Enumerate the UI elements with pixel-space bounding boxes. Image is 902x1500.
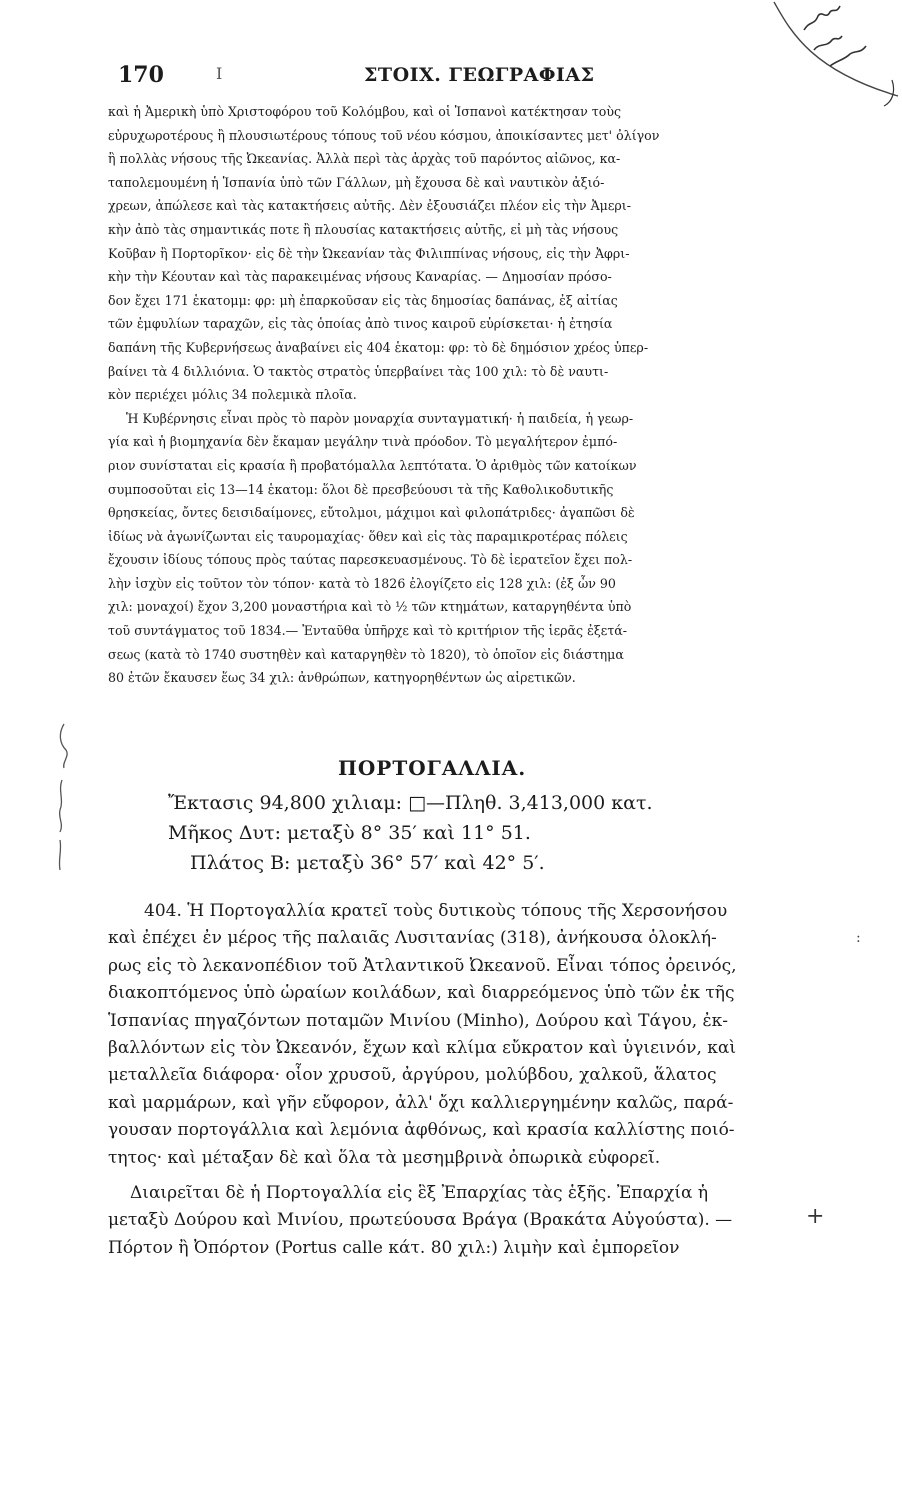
text-line: Ἱσπανίας πηγαζόντων ποταμῶν Μινίου (Minho), Δούρου καὶ Τάγου, ἐκ-	[108, 1010, 729, 1031]
large-text-block	[108, 898, 802, 1262]
text-line: ριον συνίσταται εἰς κρασία ἢ προβατόμαλλα λεπτότατα. Ὁ ἀριθμὸς τῶν κατοίκων	[108, 457, 637, 473]
text-line: μεταλλεῖα διάφορα· οἷον χρυσοῦ, ἀργύρου, μολύβδου, χαλκοῦ, ἅλατος	[108, 1065, 717, 1086]
text-line: καὶ μαρμάρων, καὶ γῆν εὔφορον, ἀλλ' ὄχι καλλιεργημένην καλῶς, παρά-	[108, 1092, 734, 1113]
text-line: Διαιρεῖται δὲ ἡ Πορτογαλλία εἰς ἓξ Ἐπαρχίας τὰς ἑξῆς. Ἐπαρχία ἡ	[130, 1183, 709, 1204]
text-line: 80 ἐτῶν ἔκαυσεν ἕως 34 χιλ: ἀνθρώπων, κατηγορηθέντων ὡς αἱρετικῶν.	[108, 670, 576, 686]
text-line: συμποσοῦται εἰς 13—14 ἑκατομ: ὅλοι δὲ πρεσβεύουσι τὰ τῆς Καθολικοδυτικῆς	[108, 481, 614, 497]
text-line: ταπολεμουμένη ἡ Ἱσπανία ὑπὸ τῶν Γάλλων, μὴ ἔχουσα δὲ καὶ ναυτικὸν ἀξιό-	[108, 174, 605, 190]
header-mark: Ι	[216, 64, 223, 83]
small-text-block	[108, 100, 798, 690]
stat-area-population: Ἔκτασις 94,800 χιλιαμ: □—Πληθ. 3,413,000 κατ.	[168, 792, 653, 814]
text-line: Κοῦβαν ἢ Πορτορῖκον· εἰς δὲ τὴν Ὠκεανίαν τὰς Φιλιππίνας νήσους, εἰς τὴν Ἀφρι-	[108, 245, 630, 261]
text-line: 404. Ἡ Πορτογαλλία κρατεῖ τοὺς δυτικοὺς τόπους τῆς Χερσονήσου	[144, 901, 728, 921]
plus-mark: +	[806, 1204, 825, 1229]
handwritten-left-margin-mark	[40, 720, 80, 880]
text-line: τητος· καὶ μέταξαν δὲ καὶ ὅλα τὰ μεσημβρινὰ ὀπωρικὰ εὐφορεῖ.	[108, 1147, 661, 1168]
text-line: βαίνει τὰ 4 διλλιόνια. Ὁ τακτὸς στρατὸς ὑπερβαίνει τὰς 100 χιλ: τὸ δὲ ναυτι-	[108, 363, 609, 379]
text-line: χρεων, ἀπώλεσε καὶ τὰς κατακτήσεις αὐτῆς. Δὲν ἐξουσιάζει πλέον εἰς τὴν Ἀμερι-	[108, 198, 631, 214]
text-line: κὴν τὴν Κέουταν καὶ τὰς παρακειμένας νήσους Καναρίας. — Δημοσίαν πρόσο-	[108, 269, 612, 285]
text-line: γία καὶ ἡ βιομηχανία δὲν ἔκαμαν μεγάλην τινὰ πρόοδον. Τὸ μεγαλήτερον ἐμπό-	[108, 434, 618, 450]
text-line: ἢ πολλὰς νήσους τῆς Ὠκεανίας. Ἀλλὰ περὶ τὰς ἀρχὰς τοῦ παρόντος αἰῶνος, κα-	[108, 151, 621, 167]
text-line: σεως (κατὰ τὸ 1740 συστηθὲν καὶ καταργηθὲν τὸ 1820), τὸ ὁποῖον εἰς διάστημα	[108, 646, 624, 662]
text-line: γουσαν πορτογάλλια καὶ λεμόνια ἀφθόνως, καὶ κρασία καλλίστης ποιό-	[108, 1120, 735, 1141]
text-line: καὶ ἡ Ἀμερικὴ ὑπὸ Χριστοφόρου τοῦ Κολόμβου, καὶ οἱ Ἱσπανοὶ κατέκτησαν τοὺς	[108, 104, 622, 119]
text-line: καὶ ἐπέχει ἐν μέρος τῆς παλαιᾶς Λυσιτανίας (318), ἀνήκουσα ὁλοκλή-	[108, 928, 717, 949]
text-line: δον ἔχει 171 ἑκατομμ: φρ: μὴ ἐπαρκοῦσαν εἰς τὰς δημοσίας δαπάνας, ἐξ αἰτίας	[108, 292, 618, 308]
text-line: τοῦ συντάγματος τοῦ 1834.— Ἐνταῦθα ὑπῆρχε καὶ τὸ κριτήριον τῆς ἱερᾶς ἐξετά-	[108, 623, 628, 639]
section-stats	[168, 788, 808, 878]
right-margin-mark: :	[856, 930, 861, 946]
text-line: χιλ: μοναχοί) ἔχον 3,200 μοναστήρια καὶ τὸ ½ τῶν κτημάτων, καταργηθέντα ὑπὸ	[108, 599, 632, 615]
text-line: λὴν ἰσχὺν εἰς τοῦτον τὸν τόπον· κατὰ τὸ 1826 ἐλογίζετο εἰς 128 χιλ: (ἐξ ὧν 90	[108, 575, 616, 591]
stat-longitude: Μῆκος Δυτ: μεταξὺ 8° 35′ καὶ 11° 51.	[168, 822, 531, 844]
text-line: Πόρτον ἢ Ὀπόρτον (Portus calle κάτ. 80 χιλ:) λιμὴν καὶ ἐμπορεῖον	[108, 1237, 680, 1258]
text-line: ρως εἰς τὸ λεκανοπέδιον τοῦ Ἀτλαντικοῦ Ὠκεανοῦ. Εἶναι τόπος ὀρεινός,	[108, 955, 737, 976]
page-number: 170	[118, 62, 164, 88]
text-line: τῶν ἐμφυλίων ταραχῶν, εἰς τὰς ὁποίας ἀπὸ τινος καιροῦ εὑρίσκεται· ἡ ἐτησία	[108, 316, 613, 332]
page-header	[118, 62, 778, 92]
text-line: μεταξὺ Δούρου καὶ Μινίου, πρωτεύουσα Βράγα (Βρακάτα Αὐγούστα). —	[108, 1210, 733, 1231]
handwritten-margin-note	[770, 0, 902, 110]
text-line: ἔχουσιν ἰδίους τόπους πρὸς ταύτας παρεσκευασμένους. Τὸ δὲ ἱερατεῖον ἔχει πολ-	[108, 552, 633, 568]
running-head: ΣΤΟΙΧ. ΓΕΩΓΡΑΦΙΑΣ	[364, 64, 595, 86]
text-line: θρησκείας, ὄντες δεισιδαίμονες, εὔτολμοι, μάχιμοι καὶ φιλοπάτριδες· ἀγαπῶσι δὲ	[108, 505, 635, 521]
text-line: κὸν περιέχει μόλις 34 πολεμικὰ πλοῖα.	[108, 387, 357, 403]
stat-latitude: Πλάτος Β: μεταξὺ 36° 57′ καὶ 42° 5′.	[190, 852, 545, 874]
text-line: διακοπτόμενος ὑπὸ ὡραίων κοιλάδων, καὶ διαρρεόμενος ὑπὸ τῶν ἐκ τῆς	[108, 983, 735, 1004]
text-line: Ἡ Κυβέρνησις εἶναι πρὸς τὸ παρὸν μοναρχία συνταγματική· ἡ παιδεία, ἡ γεωρ-	[126, 410, 634, 426]
text-line: εὐρυχωροτέρους ἢ πλουσιωτέρους τόπους τοῦ νέου κόσμου, ἀποικίσαντες μετ' ὀλίγον	[108, 127, 660, 143]
section-title: ΠΟΡΤΟΓΑΛΛΙΑ.	[338, 756, 527, 780]
text-line: κὴν ἀπὸ τὰς σημαντικάς ποτε ἢ πλουσίας κατακτήσεις αὐτῆς, εἰ μὴ τὰς νήσους	[108, 221, 619, 237]
text-line: δαπάνη τῆς Κυβερνήσεως ἀναβαίνει εἰς 404 ἑκατομ: φρ: τὸ δὲ δημόσιον χρέος ὑπερ-	[108, 339, 649, 355]
text-line: βαλλόντων εἰς τὸν Ὠκεανόν, ἔχων καὶ κλίμα εὔκρατον καὶ ὑγιεινόν, καὶ	[108, 1038, 737, 1059]
text-line: ἰδίως νὰ ἀγωνίζωνται εἰς ταυρομαχίας· ὅθεν καὶ εἰς τὰς παραμικροτέρας πόλεις	[108, 528, 628, 544]
